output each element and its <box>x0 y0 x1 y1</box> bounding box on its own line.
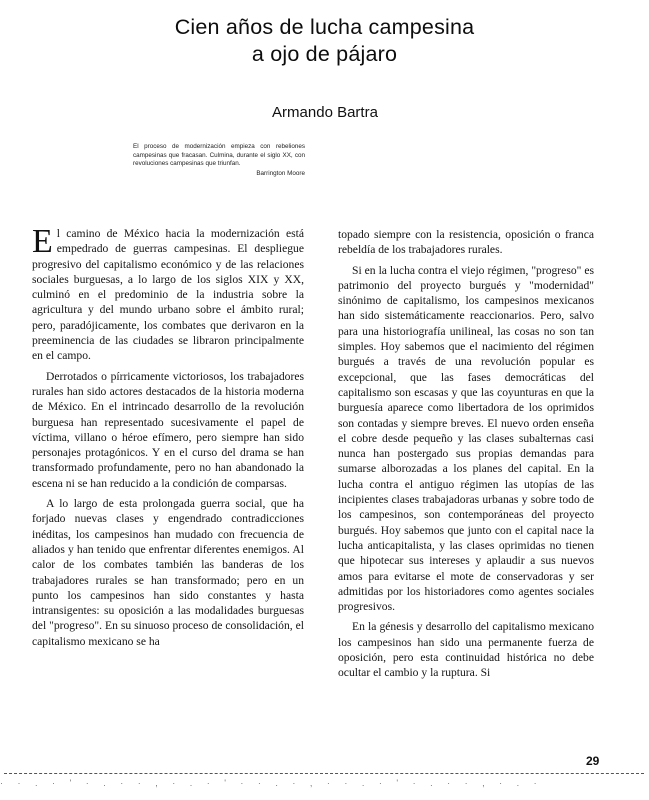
footer-rule <box>4 773 644 774</box>
epigraph-source: Barrington Moore <box>256 170 305 178</box>
author-name: Armando Bartra <box>272 104 378 121</box>
scan-noise: · · . · ' · . · · , · . · ' · · . · , · · . · ' · . · · , · . · <box>0 778 543 788</box>
epigraph-text: El proceso de modernización empieza con rebeliones campesinas que fracasan. Culmina, durante el siglo XX, con revoluciones campesinas que triunfan. <box>133 143 305 168</box>
paragraph: Si en la lucha contra el viejo régimen, "progreso" es patrimonio del proyecto burgués y "modernidad" sinónimo de capitalismo, los campesinos mexicanos han sido sistemáticamente reaccionarios. Pero, salvo para una historiografía unilineal, las cosas no son tan simples. Hoy sabemos que el nacimiento del régimen burgués a través de una revolución popular es excepcional, que las fases democráticas del capitalismo son escasas y que las coyunturas en que la burguesía aparece como libertadora de los oprimidos son contadas y siempre breves. El nuevo orden enseña el cobre desde pequeño y las clases subalternas casi nunca han postergado sus propias demandas para sumarse alborozadas a los planes del capital. En la lucha contra el antiguo régimen las utopías de las incipientes clases trabajadoras urbanas y sobre todo de los campesinos, son contemporáneas del proyecto burgués. Hoy sabemos que junto con el capital nace la lucha anticapitalista, y las clases oprimidas no tienen que hipotecar sus intereses y aplaudir a sus nuevos amos para evitarse el mote de conservadoras y ser admitidas por los historiadores como agentes sociales progresivos. <box>338 263 594 614</box>
body-column-right <box>338 227 594 767</box>
paragraph: En la génesis y desarrollo del capitalismo mexicano los campesinos han sido una permanente fuerza de oposición, pero esta continuidad histórica no debe ocultar el cambio y la ruptura. Si <box>338 620 594 680</box>
title-line-2: a ojo de pájaro <box>251 42 398 66</box>
paragraph: topado siempre con la resistencia, oposición o franca rebeldía de los trabajadores rurales. <box>338 228 594 257</box>
body-column-left <box>32 226 304 766</box>
paragraph: Derrotados o pírricamente victoriosos, los trabajadores rurales han sido actores destacados de la historia moderna de México. En el intrincado desarrollo de la revolución burguesa han representado sucesivamente el papel de víctima, villano o héroe efímero, pero siempre han sido personajes protagónicos. Y en el curso del drama se han transformado profundamente, pero no han abandonado la escena ni se han reducido a la condición de comparsas. <box>32 369 304 490</box>
paragraph-text: l camino de México hacia la modernización está empedrado de guerras campesinas. El despliegue progresivo del capitalismo económico y de las relaciones sociales burguesas, a lo largo de los siglos XIX y XX, culminó en el predominio de la industria sobre la agricultura y del mundo urbano sobre el ámbito rural; pero, paradójicamente, los combates que derivaron en la preeminencia de las ciudades se libraron principalmente en el campo. <box>32 227 304 363</box>
drop-cap: E <box>32 226 53 260</box>
title-line-1: Cien años de lucha campesina <box>174 15 475 39</box>
paragraph <box>32 226 304 364</box>
page-number: 29 <box>586 754 600 768</box>
article-title <box>0 14 649 68</box>
paragraph: A lo largo de esta prolongada guerra social, que ha forjado nuevas clases y engendrado contradicciones inéditas, los campesinos han mudado con frecuencia de aliados y han tenido que enfrentar diferentes enemigos. Al calor de los combates también las banderas de los trabajadores rurales se han transformado; pero en un punto los campesinos han sido constantes y hasta intransigentes: su oposición a las modalidades burguesas del "progreso". En su sinuoso proceso de consolidación, el capitalismo mexicano se ha <box>32 497 304 648</box>
epigraph <box>133 143 305 179</box>
